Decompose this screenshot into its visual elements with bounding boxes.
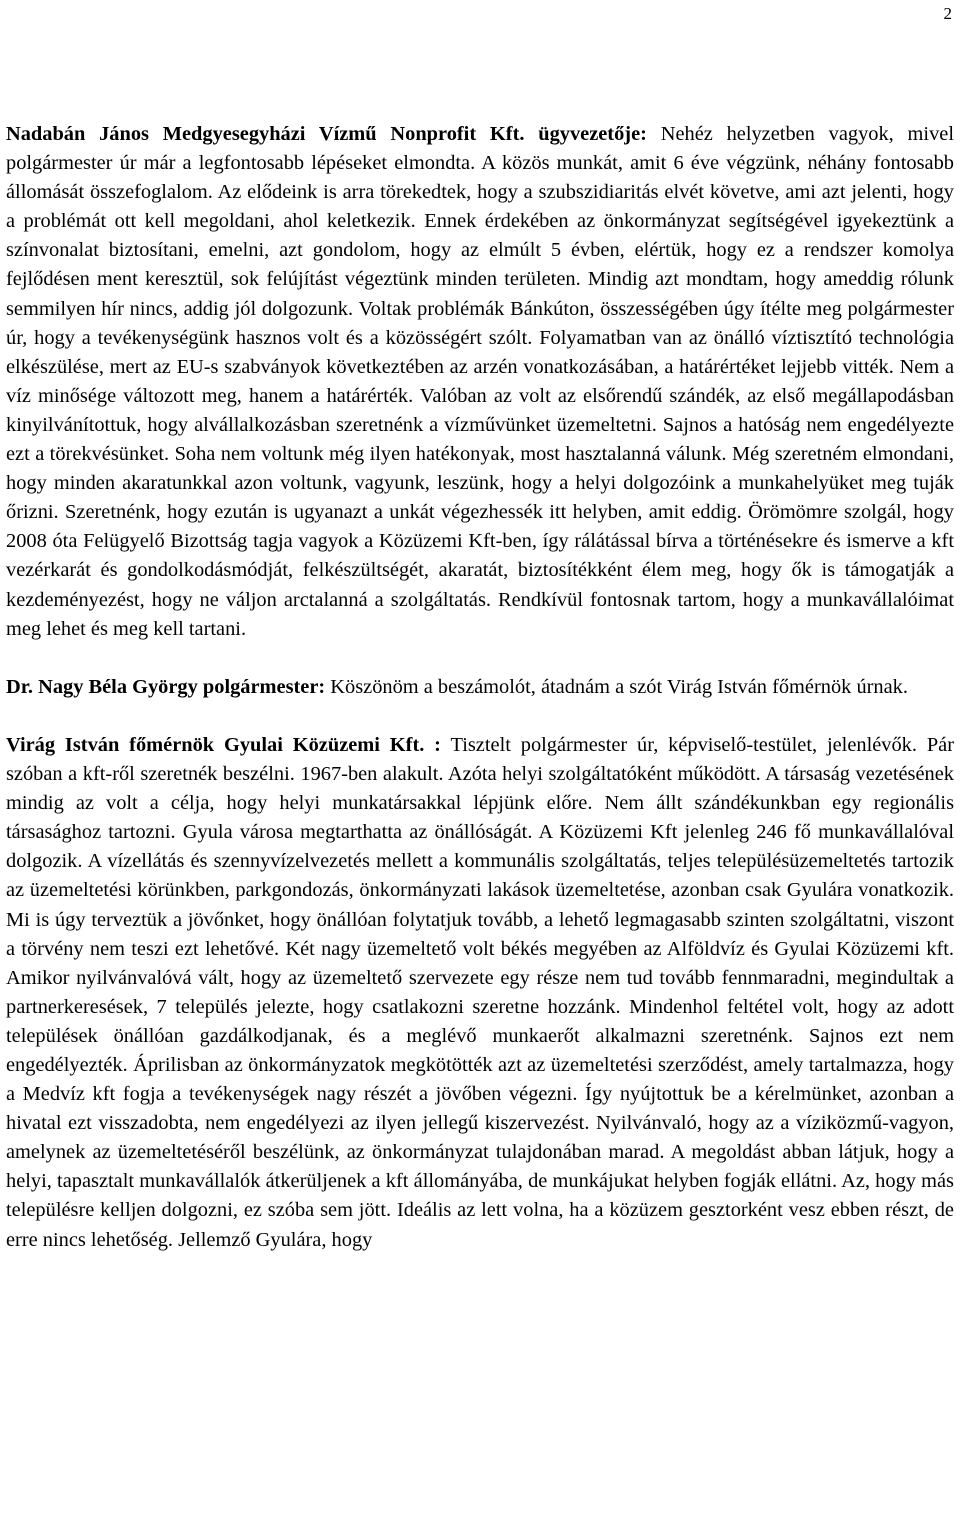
paragraph-nagy: [6, 673, 954, 702]
document-body: [6, 120, 954, 1255]
paragraph-nadaban: [6, 120, 954, 644]
speaker-name: Nadabán János Medgyesegyházi Vízmű Nonprofit Kft. ügyvezetője:: [6, 123, 647, 145]
speaker-name: Dr. Nagy Béla György polgármester:: [6, 675, 326, 698]
page-number: 2: [943, 4, 952, 23]
paragraph-virag: [6, 731, 954, 1255]
paragraph-text: Tisztelt polgármester úr, képviselő-testület, jelenlévők. Pár szóban a kft-ről szeretnék beszélni. 1967-ben alakult. Azóta helyi szolgáltatóként működött. A társaság vezetésének mindig az volt a célja, hogy helyi munkatársakkal lépjünk előre. Nem állt szándékunkban egy regionális társasághoz tartozni. Gyula városa megtarthatta az önállóságát. A Közüzemi Kft jelenleg 246 fő munkavállalóval dolgozik. A vízellátás és szennyvízelvezetés mellett a kommunális szolgáltatás, teljes településüzemeltetés tartozik az üzemeltetési körünkben, parkgondozás, önkormányzati lakások üzemeltetése, azonban csak Gyulára vonatkozik. Mi is úgy terveztük a jövőnket, hogy önállóan folytatjuk tovább, a lehető legmagasabb szinten szolgáltatni, viszont a törvény nem teszi ezt lehetővé. Két nagy üzemeltető volt békés megyében az Alföldvíz és Gyulai Közüzemi kft. Amikor nyilvánvalóvá vált, hogy az üzemeltető szervezete egy része nem tud tovább fennmaradni, megindultak a partnerkeresések, 7 település jelezte, hogy csatlakozni szeretne hozzánk. Mindenhol feltétel volt, hogy az adott települések önállóan gazdálkodjanak, és a meglévő munkaerőt alkalmazni szeretnénk. Sajnos ezt nem engedélyezték. Áprilisban az önkormányzatok megkötötték azt az üzemeltetési szerződést, amely tartalmazza, hogy a Medvíz kft fogja a tevékenységek nagy részét a jövőben végezni. Így nyújtottuk be a kérelmünket, azonban a hivatal ezt visszadobta, nem engedélyezi az ilyen jellegű kiszervezést. Nyilvánvaló, hogy az a víziközmű-vagyon, amelynek az üzemeltetéséről beszélünk, az önkormányzat tulajdonában marad. A megoldást abban látjuk, hogy a helyi, tapasztalt munkavállalók átkerüljenek a kft állományába, de munkájukat helyben fogják ellátni. Az, hogy más településre kelljen dolgozni, ez szóba sem jött. Ideális az lett volna, ha a közüzem gesztorként vesz ebben részt, de erre nincs lehetőség. Jellemző Gyulára, hogy: [6, 733, 955, 1251]
paragraph-text: Köszönöm a beszámolót, átadnám a szót Virág István főmérnök úrnak.: [325, 675, 908, 698]
speaker-name: Virág István főmérnök Gyulai Közüzemi Kft. :: [6, 733, 441, 756]
paragraph-text: Nehéz helyzetben vagyok, mivel polgármester úr már a legfontosabb lépéseket elmondta. A közös munkát, amit 6 éve végzünk, néhány fontosabb állomását összefoglalom. Az elődeink is arra törekedtek, hogy a szubszidiaritás elvét követve, ami azt jelenti, hogy a problémát ott kell megoldani, ahol keletkezik. Ennek érdekében az önkormányzat segítségével igyekeztünk a színvonalat biztosítani, emelni, azt gondolom, hogy az elmúlt 5 évben, elértük, hogy ez a rendszer komolya fejlődésen ment keresztül, sok felújítást végeztünk minden területen. Mindig azt mondtam, hogy ameddig rólunk semmilyen hír nincs, addig jól dolgozunk. Voltak problémák Bánkúton, összességében úgy ítélte meg polgármester úr, hogy a tevékenységünk hasznos volt és a közösségért szólt. Folyamatban van az önálló víztisztító technológia elkészülése, mert az EU-s szabványok következtében az arzén vonatkozásában, a határértéket lejjebb vitték. Nem a víz minősége változott meg, hanem a határérték. Valóban az volt az elsőrendű szándék, az első megállapodásban kinyilvánítottuk, hogy alvállalkozásban szeretnénk a vízművünket üzemeltetni. Sajnos a hatóság nem engedélyezte ezt a törekvésünket. Soha nem voltunk még ilyen hatékonyak, most hasztalanná válunk. Még szeretném elmondani, hogy minden akaratunkkal azon voltunk, vagyunk, leszünk, hogy a helyi dolgozóink a munkahelyüket meg tuják őrizni. Szeretnénk, hogy ezután is ugyanazt a unkát végezhessék itt helyben, amit eddig. Örömömre szolgál, hogy 2008 óta Felügyelő Bizottság tagja vagyok a Közüzemi Kft-ben, így rálátással bírva a történésekre és ismerve a kft vezérkarát és gondolkodásmódját, felkészültségét, akaratát, biztosítékként élem meg, hogy ők is támogatják a kezdeményezést, hogy ne váljon arctalanná a szolgáltatás. Rendkívül fontosnak tartom, hogy a munkavállalóimat meg lehet és meg kell tartani.: [6, 123, 954, 640]
